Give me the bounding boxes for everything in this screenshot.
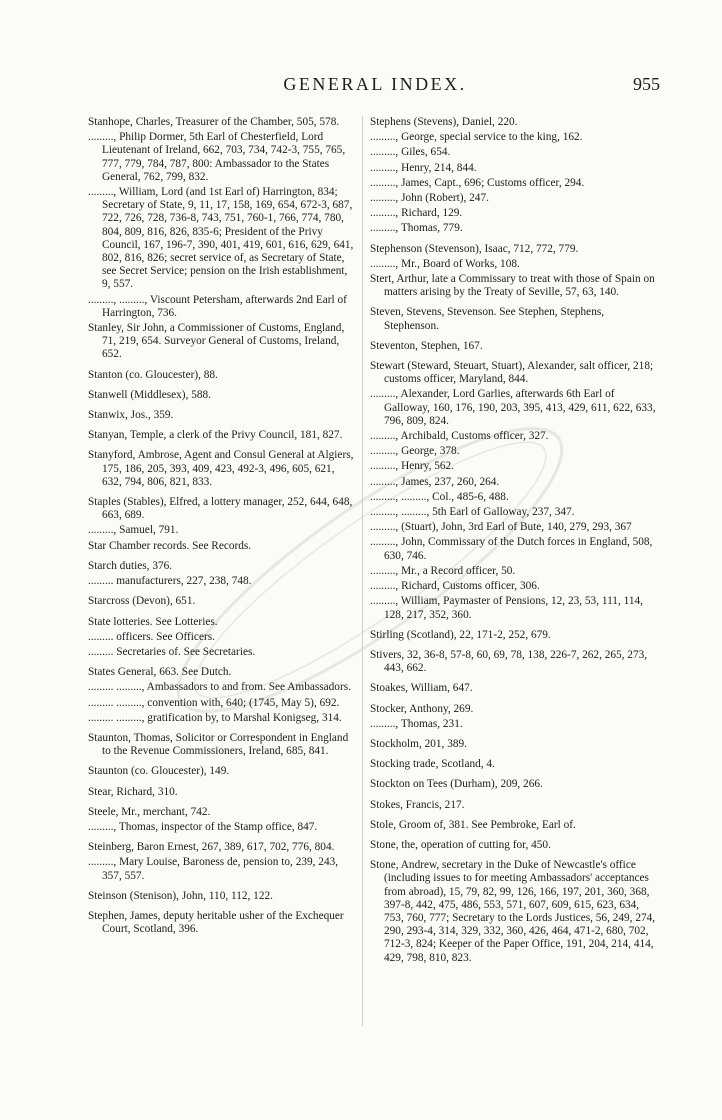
index-entry: Staples (Stables), Elfred, a lottery manager, 252, 644, 648, 663, 689.: [88, 496, 353, 522]
index-entry: ........., ........., 5th Earl of Galloway, 237, 347.: [370, 506, 575, 519]
index-column-right: [370, 116, 660, 967]
index-entry: Stanyan, Temple, a clerk of the Privy Council, 181, 827.: [88, 429, 343, 442]
index-entry: ........., Thomas, 231.: [370, 717, 463, 730]
index-entry: ........., Henry, 562.: [370, 460, 454, 473]
index-entry: ......... manufacturers, 227, 238, 748.: [88, 575, 252, 588]
index-entry: Stone, the, operation of cutting for, 450.: [370, 838, 551, 851]
index-entry: ......... officers. See Officers.: [88, 630, 215, 643]
index-entry: Stanwell (Middlesex), 588.: [88, 388, 211, 401]
index-entry: Stephenson (Stevenson), Isaac, 712, 772, 779.: [370, 242, 579, 255]
index-entry: Steele, Mr., merchant, 742.: [88, 805, 211, 818]
index-entry: ........., Richard, Customs officer, 306.: [370, 580, 540, 593]
index-entry: ........., George, special service to the king, 162.: [370, 131, 583, 144]
index-entry: Stokes, Francis, 217.: [370, 798, 465, 811]
index-entry: Stockton on Tees (Durham), 209, 266.: [370, 778, 543, 791]
index-entry: ........., ........., Viscount Petersham, afterwards 2nd Earl of Harrington, 736.: [88, 293, 347, 319]
index-entry: Stear, Richard, 310.: [88, 785, 178, 798]
index-entry: States General, 663. See Dutch.: [88, 666, 232, 679]
index-entry: ........., Mary Louise, Baroness de, pension to, 239, 243, 357, 557.: [88, 856, 339, 882]
index-entry: Steventon, Stephen, 167.: [370, 339, 483, 352]
index-entry: Staunton (co. Gloucester), 149.: [88, 765, 230, 778]
index-entry: State lotteries. See Lotteries.: [88, 615, 218, 628]
index-entry: ........., William, Lord (and 1st Earl of) Harrington, 834; Secretary of State, 9, 11, 17, 158, 169, 654, 672-3, 687, 722, 726, 728, 736-8, 743, 751, 760-1, 766, 774, 780, 804, 809, 816, 826, 835-6; President of the Privy Council, 167, 196-7, 390, 401, 419, 601, 616, 629, 641, 802, 816, 826; secret service of, as Secretary of State, see Secret Service; pension on the Irish establishment, 9, 557.: [88, 186, 354, 291]
index-entry: Steinberg, Baron Ernest, 267, 389, 617, 702, 776, 804.: [88, 841, 335, 854]
index-entry: Stephen, James, deputy heritable usher of the Exchequer Court, Scotland, 396.: [88, 909, 344, 936]
index-entry: Staunton, Thomas, Solicitor or Correspondent in England to the Revenue Commissioners, Ireland, 685, 841.: [88, 731, 349, 758]
index-entry: ........., Giles, 654.: [370, 146, 451, 159]
index-entry: Stone, Andrew, secretary in the Duke of Newcastle's office (including issues to for meeting Ambassadors' acceptances from abroad), 15, 79, 82, 99, 126, 166, 197, 201, 360, 368, 397-8, 442, 475, 486, 553, 571, 607, 609, 615, 623, 634, 753, 760, 777; Secretary to the Lords Justices, 56, 249, 274, 290, 293-4, 314, 329, 332, 360, 426, 464, 471-2, 680, 702, 712-3, 824; Keeper of the Paper Office, 191, 204, 214, 414, 429, 798, 810, 823.: [370, 859, 656, 964]
index-entry: Stephens (Stevens), Daniel, 220.: [370, 116, 518, 128]
index-entry: Stert, Arthur, late a Commissary to treat with those of Spain on matters arising by the Treaty of Seville, 57, 63, 140.: [370, 273, 655, 299]
column-divider: [362, 116, 363, 1026]
index-entry: Stole, Groom of, 381. See Pembroke, Earl of.: [370, 818, 576, 831]
index-entry: ........., James, Capt., 696; Customs officer, 294.: [370, 176, 585, 189]
index-entry: Starcross (Devon), 651.: [88, 595, 196, 608]
index-entry: ......... ........., gratification by, to Marshal Konigseg, 314.: [88, 711, 342, 724]
index-entry: ........., John (Robert), 247.: [370, 192, 489, 205]
index-entry: Stivers, 32, 36-8, 57-8, 60, 69, 78, 138, 226-7, 262, 265, 273, 443, 662.: [370, 648, 648, 675]
index-entry: ........., Archibald, Customs officer, 327.: [370, 430, 549, 443]
index-entry: Stanley, Sir John, a Commissioner of Customs, England, 71, 219, 654. Surveyor General of Customs, Ireland, 652.: [88, 322, 345, 361]
index-entry: ........., Henry, 214, 844.: [370, 161, 477, 174]
index-entry: Stanwix, Jos., 359.: [88, 409, 174, 422]
index-entry: ........., Mr., a Record officer, 50.: [370, 564, 516, 577]
index-entry: ........., Thomas, inspector of the Stamp office, 847.: [88, 820, 318, 833]
index-entry: ........., William, Paymaster of Pensions, 12, 23, 53, 111, 114, 128, 217, 352, 360.: [370, 595, 643, 621]
page-number: 955: [633, 74, 660, 94]
index-entry: ......... ........., convention with, 640; (1745, May 5), 692.: [88, 696, 340, 709]
page-header: [90, 74, 660, 100]
running-title: GENERAL INDEX.: [283, 74, 467, 94]
index-entry: ........., Thomas, 779.: [370, 222, 463, 235]
index-entry: ........., (Stuart), John, 3rd Earl of Bute, 140, 279, 293, 367: [370, 521, 632, 534]
index-entry: ........., Alexander, Lord Garlies, afterwards 6th Earl of Galloway, 160, 176, 190, 203, 395, 413, 429, 611, 622, 633, 796, 809, 824.: [370, 388, 656, 427]
index-entry: ........., George, 378.: [370, 445, 460, 458]
index-column-left: [88, 116, 356, 938]
index-entry: Stewart (Steward, Steuart, Stuart), Alexander, salt officer, 218; customs officer, Maryland, 844.: [370, 360, 654, 386]
index-entry: Stanhope, Charles, Treasurer of the Chamber, 505, 578.: [88, 116, 340, 128]
index-entry: Steinson (Stenison), John, 110, 112, 122.: [88, 889, 273, 902]
index-entry: Stanyford, Ambrose, Agent and Consul General at Algiers, 175, 186, 205, 393, 409, 423, 492-3, 496, 605, 621, 632, 794, 806, 821, 833.: [88, 449, 354, 488]
index-entry: Stoakes, William, 647.: [370, 682, 473, 695]
index-entry: Steven, Stevens, Stevenson. See Stephen, Stephens, Stephenson.: [370, 306, 605, 332]
index-entry: ......... Secretaries of. See Secretaries.: [88, 645, 256, 658]
index-entry: Stocker, Anthony, 269.: [370, 702, 474, 715]
index-entry: ........., Richard, 129.: [370, 207, 463, 220]
index-entry: Stocking trade, Scotland, 4.: [370, 758, 495, 771]
index-entry: Stockholm, 201, 389.: [370, 737, 467, 750]
index-entry: ......... ........., Ambassadors to and from. See Ambassadors.: [88, 681, 351, 694]
index-entry: Stanton (co. Gloucester), 88.: [88, 368, 218, 381]
index-entry: ........., John, Commissary of the Dutch forces in England, 508, 630, 746.: [370, 536, 653, 562]
index-entry: ........., ........., Col., 485-6, 488.: [370, 490, 509, 503]
index-entry: Starch duties, 376.: [88, 559, 173, 572]
index-entry: Stirling (Scotland), 22, 171-2, 252, 679.: [370, 628, 551, 641]
index-entry: Star Chamber records. See Records.: [88, 539, 252, 552]
index-entry: ........., James, 237, 260, 264.: [370, 475, 500, 488]
index-entry: ........., Mr., Board of Works, 108.: [370, 257, 520, 270]
index-entry: ........., Philip Dormer, 5th Earl of Chesterfield, Lord Lieutenant of Ireland, 662, 703, 734, 742-3, 755, 765, 777, 779, 784, 787, 800: Ambassador to the States General, 762, 799, 832.: [88, 131, 346, 183]
index-entry: ........., Samuel, 791.: [88, 524, 179, 537]
